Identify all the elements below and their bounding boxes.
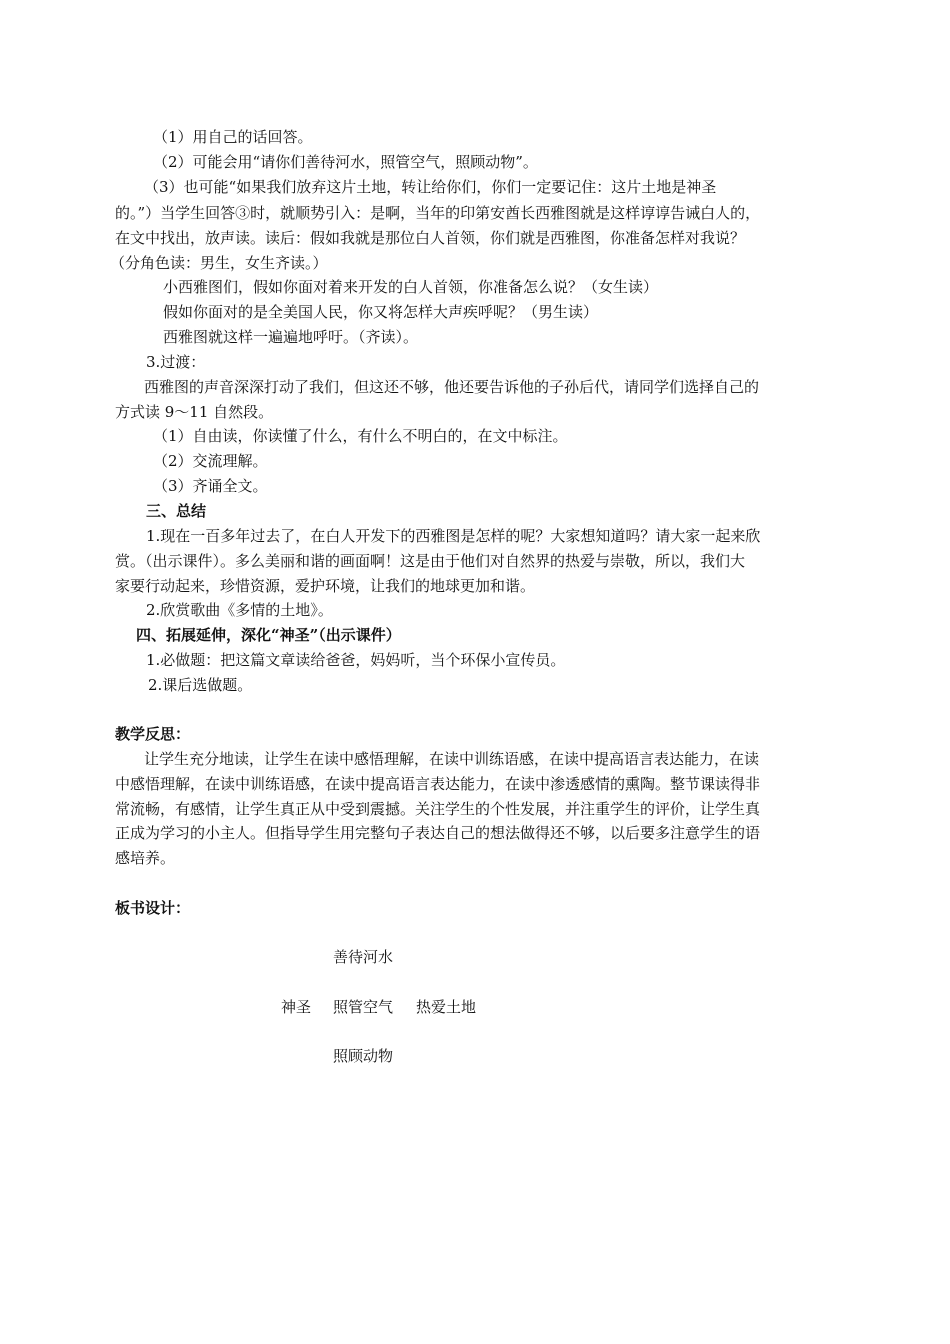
text-line: 2.欣赏歌曲《多情的土地》。 <box>146 601 333 619</box>
text-line: 常流畅，有感情，让学生真正从中受到震撼。关注学生的个性发展，并注重学生的评价，让学生真 <box>115 800 761 818</box>
text-line: （3）也可能“如果我们放弃这片土地，转让给你们，你们一定要记住：这片土地是神圣 <box>144 178 717 196</box>
board-item: 照顾动物 <box>333 1047 394 1065</box>
text-line: 家要行动起来，珍惜资源，爱护环境，让我们的地球更加和谐。 <box>115 577 536 595</box>
board-right: 热爱土地 <box>416 998 477 1016</box>
text-line: 假如你面对的是全美国人民，你又将怎样大声疾呼呢？（男生读） <box>163 303 599 321</box>
section-heading: 四、拓展延伸，深化“神圣”（出示课件） <box>136 626 401 644</box>
text-line: 感培养。 <box>115 849 176 867</box>
text-line: 在文中找出，放声读。读后：假如我就是那位白人首领，你们就是西雅图，你准备怎样对我说？ <box>115 229 746 247</box>
text-line: 小西雅图们，假如你面对着来开发的白人首领，你准备怎么说？（女生读） <box>163 278 659 296</box>
text-line: 赏。（出示课件）。多么美丽和谐的画面啊！这是由于他们对自然界的热爱与崇敬，所以，我们大 <box>115 552 746 570</box>
text-line: 西雅图就这样一遍遍地呼吁。（齐读）。 <box>163 328 419 346</box>
text-line: （3）齐诵全文。 <box>153 477 268 495</box>
text-line: （1）用自己的话回答。 <box>153 128 313 146</box>
text-line: （分角色读：男生，女生齐读。） <box>110 254 328 272</box>
text-line: 的。”）当学生回答③时，就顺势引入：是啊，当年的印第安酋长西雅图就是这样谆谆告诫白人的， <box>115 204 761 222</box>
text-line: 1.现在一百多年过去了，在白人开发下的西雅图是怎样的呢？大家想知道吗？请大家一起来欣 <box>146 527 761 545</box>
text-line: （2）交流理解。 <box>153 452 268 470</box>
section-heading: 三、总结 <box>146 502 207 520</box>
text-line: （1）自由读，你读懂了什么，有什么不明白的，在文中标注。 <box>153 427 568 445</box>
section-heading: 教学反思： <box>115 725 191 743</box>
text-line: 方式读 9～11 自然段。 <box>115 403 274 421</box>
text-line: 正成为学习的小主人。但指导学生用完整句子表达自己的想法做得还不够，以后要多注意学生的语 <box>115 824 761 842</box>
text-line: 3.过渡： <box>146 353 206 371</box>
board-item: 照管空气 <box>333 998 394 1016</box>
text-line: 让学生充分地读，让学生在读中感悟理解，在读中训练语感，在读中提高语言表达能力，在读 <box>144 750 760 768</box>
text-line: 1.必做题：把这篇文章读给爸爸，妈妈听，当个环保小宣传员。 <box>146 651 566 669</box>
section-heading: 板书设计： <box>115 899 191 917</box>
board-item: 善待河水 <box>333 948 394 966</box>
text-line: 西雅图的声音深深打动了我们，但这还不够，他还要告诉他的子孙后代，请同学们选择自己的 <box>144 378 760 396</box>
text-line: 2.课后选做题。 <box>148 676 253 694</box>
board-center: 神圣 <box>281 998 312 1016</box>
text-line: 中感悟理解，在读中训练语感，在读中提高语言表达能力，在读中渗透感情的熏陶。整节课读得非 <box>115 775 761 793</box>
text-line: （2）可能会用“请你们善待河水，照管空气，照顾动物”。 <box>153 153 538 171</box>
